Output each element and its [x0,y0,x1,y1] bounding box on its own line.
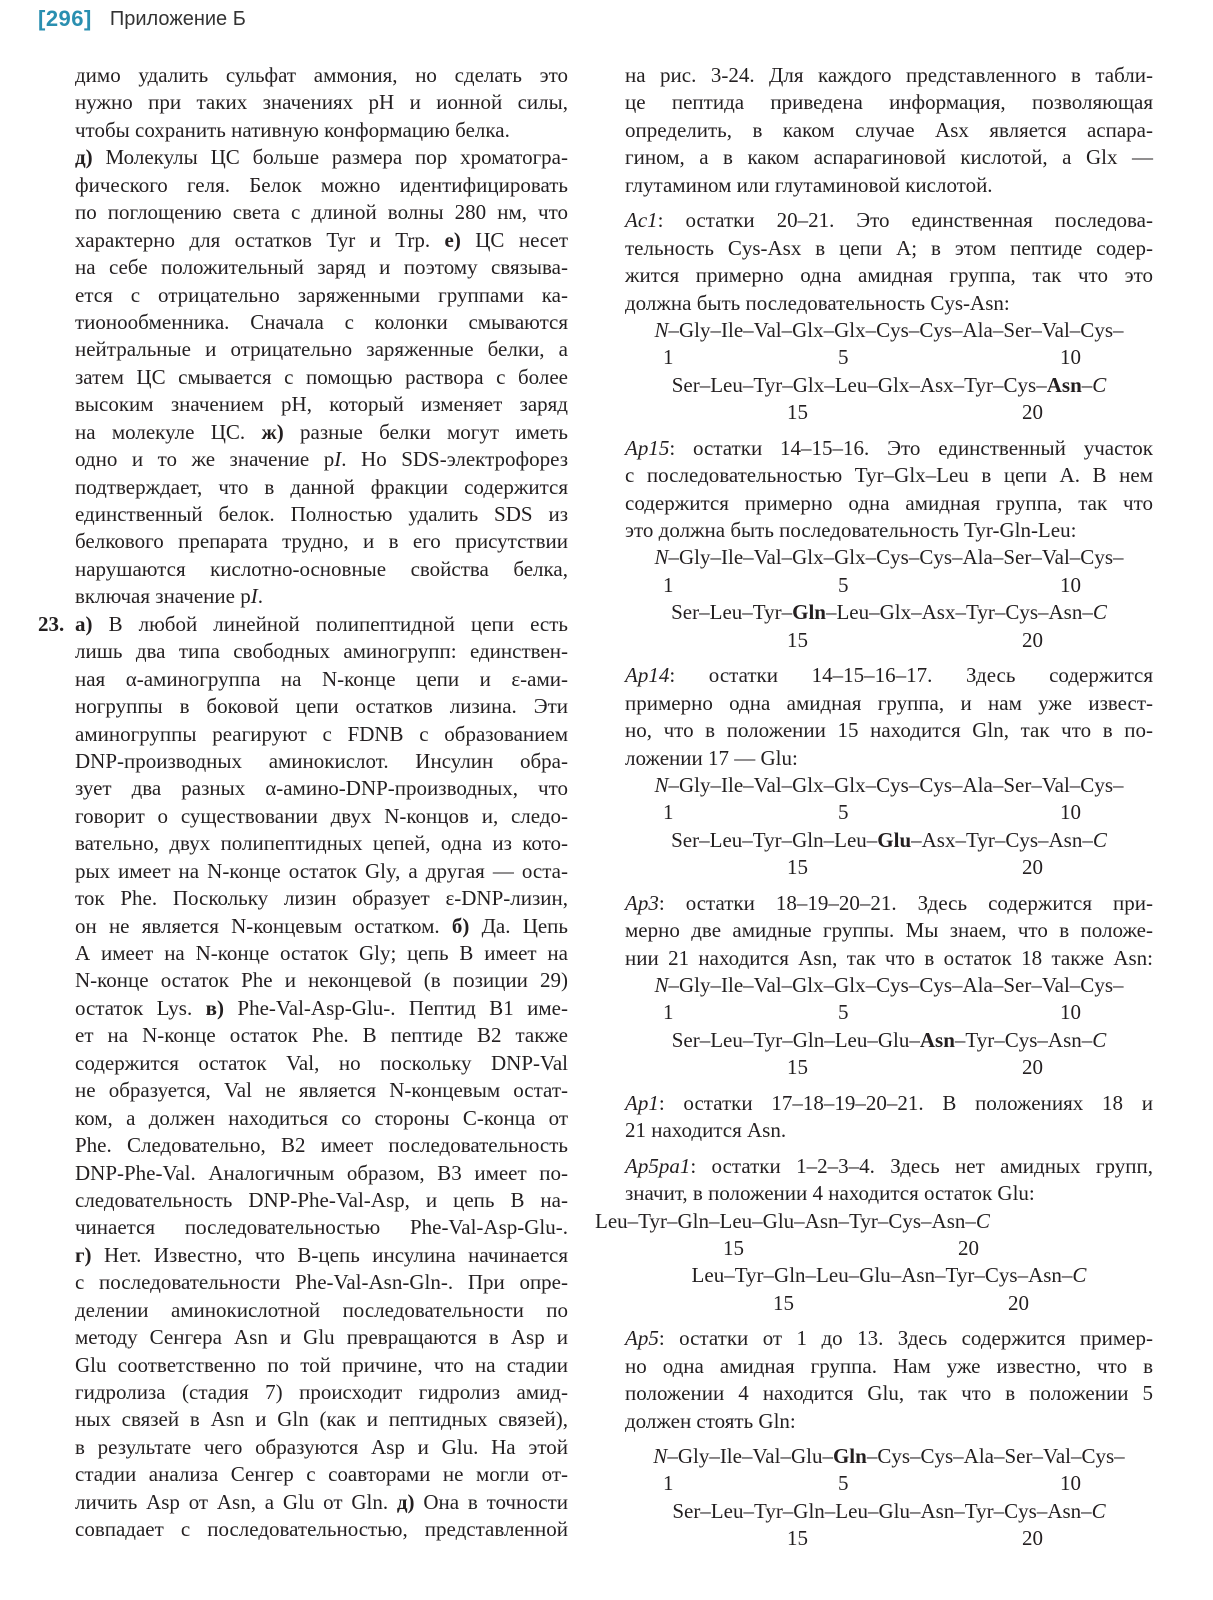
text-line: глутамином или глутаминовой кислотой. [625,172,993,197]
text-line: стадии анализа Сенгер с соавторами не могли от- [75,1462,568,1487]
text-line: 21 находится Asn. [625,1118,787,1143]
text-line: д) Молекулы ЦС больше размера пор хроматогра- [75,145,568,170]
paragraph-gap [625,882,1153,890]
residue-number: 15 [773,1290,794,1315]
text-line: нейтральные и отрицательно заряженные белки, а [75,337,568,362]
peptide-sequence: N–Gly–Ile–Val–Glu–Gln–Cys–Cys–Ala–Ser–Val–Cys– [653,1444,1125,1468]
text-line: DNP-Phe-Val. Аналогичным образом, В3 имеет по- [75,1160,568,1185]
residue-number: 1 [663,1000,674,1025]
text-line: на рис. 3-24. Для каждого представленного в табли- [625,63,1153,87]
paragraph-gap [625,427,1153,435]
text-line: ком, а должен находиться со стороны С-конца от [75,1105,568,1130]
text-line: ется с отрицательно заряженными группами ка- [75,282,568,307]
page-number: [296] [38,6,92,31]
residue-number: 1 [663,572,674,597]
peptide-sequence: N–Gly–Ile–Val–Glx–Glx–Cys–Cys–Ala–Ser–Val–Cys– [654,772,1124,797]
residue-numbers [625,627,1153,654]
residue-numbers [625,1290,1153,1317]
text-line: белкового препарата трудно, и в его присутствии [75,529,568,554]
residue-number: 15 [787,1526,808,1551]
residue-number: 20 [1022,1055,1043,1080]
text-line: Ac1: остатки 20–21. Это единственная последова- [625,208,1153,233]
residue-numbers [625,799,1153,826]
peptide-sequence: N–Gly–Ile–Val–Glx–Glx–Cys–Cys–Ala–Ser–Val–Cys– [654,317,1124,342]
residue-numbers [625,1235,1153,1262]
residue-number: 10 [1060,800,1081,825]
residue-numbers [625,572,1153,599]
text-line: 23. а) В любой линейной полипептидной цепи есть [75,611,568,638]
text-line: методу Сенгера Asn и Glu превращаются в Asp и [75,1325,568,1350]
text-line: нарушаются кислотно-основные свойства белка, [75,556,568,581]
text-line: содержится примерно одна амидная группа, так что [625,490,1153,515]
residue-number: 10 [1060,1471,1081,1496]
text-line: Ap14: остатки 14–15–16–17. Здесь содержится [625,663,1153,688]
text-line: ет на N-конце остаток Phe. В пептиде В2 также [75,1023,568,1048]
text-line: тионообменника. Сначала с колонки смываются [75,309,568,334]
peptide-sequence: Leu–Tyr–Gln–Leu–Glu–Asn–Tyr–Cys–Asn–C [691,1263,1087,1288]
text-line: зует два разных α-амино-DNP-производных, что [75,776,568,801]
text-line: следовательность DNP-Phe-Val-Asp, и цепь В на- [75,1187,568,1212]
text-line: характерно для остатков Tyr и Trp. е) ЦС несет [75,227,568,252]
text-line: гином, а в каком аспарагиновой кислотой, а Glx — [625,145,1153,170]
peptide-sequence: Ser–Leu–Tyr–Glx–Leu–Glx–Asx–Tyr–Cys–Asn–C [671,372,1107,397]
text-line: Glu соответственно по той причине, что на стадии [75,1352,568,1377]
residue-number: 10 [1060,1000,1081,1025]
text-line: должна быть последовательность Cys-Asn: [625,290,1010,315]
text-line: примерно одна амидная группа, и нам уже извест- [625,690,1153,715]
paragraph-gap [625,1435,1153,1443]
text-line: он не является N-концевым остатком. б) Да. Цепь [75,913,568,938]
text-line: Ap15: остатки 14–15–16. Это единственный участок [625,435,1153,460]
residue-number: 20 [1022,855,1043,880]
peptide-sequence: Ser–Leu–Tyr–Gln–Leu–Glu–Asn–Tyr–Cys–Asn–C [671,1027,1107,1052]
text-line: жится примерно одна амидная группа, так что это [625,263,1153,288]
running-header [38,4,246,34]
text-line: вательно, двух полипептидных цепей, одна из кото- [75,831,568,856]
text-line: в результате чего образуются Asp и Glu. На этой [75,1434,568,1459]
text-line: высоким значением pH, который изменяет заряд [75,392,568,417]
residue-number: 1 [663,345,674,370]
residue-number: 5 [838,1471,849,1496]
text-line: чтобы сохранить нативную конформацию белка. [75,117,510,142]
text-line: аминогруппы реагируют с FDNB с образованием [75,721,568,746]
residue-numbers [625,1525,1153,1552]
text-line: Ap3: остатки 18–19–20–21. Здесь содержится при- [625,890,1153,915]
right-column [595,62,1153,1553]
residue-number: 15 [787,400,808,425]
text-line: единственный белок. Полностью удалить SDS из [75,502,568,526]
text-line: содержится остаток Val, но поскольку DNP-Val [75,1050,568,1075]
peptide-sequence: Ser–Leu–Tyr–Gln–Leu–Glu–Asx–Tyr–Cys–Asn–C [671,827,1107,852]
peptide-sequence: Leu–Tyr–Gln–Leu–Glu–Asn–Tyr–Cys–Asn–C [595,1208,990,1233]
residue-number: 20 [1022,627,1043,652]
residue-number: 1 [663,800,674,825]
residue-number: 15 [723,1235,744,1260]
residue-numbers [625,399,1153,426]
text-line: затем ЦС смывается с помощью раствора с более [75,364,568,389]
question-number: 23. [38,611,65,636]
residue-number: 5 [838,1000,849,1025]
text-line: г) Нет. Известно, что В-цепь инсулина начинается [75,1242,568,1267]
text-line: включая значение pI. [75,584,263,609]
peptide-sequence: Ser–Leu–Tyr–Gln–Leu–Glu–Asn–Tyr–Cys–Asn–C [672,1498,1106,1523]
text-line: значит, в положении 4 находится остаток Glu: [625,1181,1035,1206]
text-line: подтверждает, что в данной фракции содержится [75,474,568,499]
residue-number: 1 [663,1471,674,1496]
text-line: димо удалить сульфат аммония, но сделать это [75,63,568,87]
text-line: фического геля. Белок можно идентифицировать [75,172,568,197]
paragraph-gap [625,1082,1153,1090]
text-line: нужно при таких значениях pH и ионной силы, [75,90,568,115]
residue-numbers [625,344,1153,371]
text-line: остаток Lys. в) Phe-Val-Asp-Glu-. Пептид В1 име- [75,995,568,1020]
text-line: говорит о существовании двух N-концов и, следо- [75,803,568,828]
text-line: ток Phe. Поскольку лизин образует ε-DNP-лизин, [75,886,568,911]
text-line: Phe. Следовательно, В2 имеет последовательность [75,1133,568,1158]
paragraph-gap [625,1317,1153,1325]
text-line: но одна амидная группа. Нам уже известно, что в [625,1353,1153,1378]
text-line: рых имеет на N-конце остаток Gly, а другая — оста- [75,858,568,883]
text-line: с последовательностью Tyr–Glx–Leu в цепи А. В нем [625,463,1153,488]
text-line: це пептида приведена информация, позволяющая [625,90,1153,115]
residue-number: 20 [1022,1526,1043,1551]
peptide-sequence: N–Gly–Ile–Val–Glx–Glx–Cys–Cys–Ala–Ser–Val–Cys– [654,973,1124,997]
paragraph-gap [625,199,1153,207]
text-line: нии 21 находится Asn, так что в остаток 18 также Asn: [625,945,1153,970]
residue-number: 20 [958,1235,979,1260]
text-line: определить, в каком случае Asx является аспара- [625,117,1153,142]
text-line: лишь два типа свободных аминогрупп: единствен- [75,639,568,664]
text-line: но, что в положении 15 находится Gln, так что в по- [625,718,1153,743]
residue-number: 10 [1060,572,1081,597]
text-line: гидролиза (стадия 7) происходит гидролиз амид- [75,1380,568,1404]
text-line: ных связей в Asn и Gln (как и пептидных связей), [75,1407,568,1432]
residue-number: 20 [1008,1290,1029,1315]
peptide-sequence: Ser–Leu–Tyr–Gln–Leu–Glx–Asx–Tyr–Cys–Asn–C [671,600,1107,625]
residue-number: 5 [838,572,849,597]
text-line: тельность Cys-Asx в цепи А; в этом пептиде содер- [625,235,1153,260]
text-line: должен стоять Gln: [625,1408,796,1433]
residue-numbers [625,854,1153,881]
text-line: на молекуле ЦС. ж) разные белки могут иметь [75,419,568,444]
text-line: DNP-производных аминокислот. Инсулин обра- [75,748,568,773]
left-column [38,62,568,1544]
text-line: совпадает с последовательностью, представленной [75,1517,568,1542]
text-line: делении аминокислотной последовательности по [75,1297,568,1322]
text-line: ложении 17 — Glu: [625,745,798,770]
residue-number: 5 [838,345,849,370]
text-line: одно и то же значение pI. Но SDS-электрофорез [75,447,568,472]
text-line: это должна быть последовательность Tyr-Gln-Leu: [625,518,1077,542]
text-line: личить Asp от Asn, а Glu от Gln. д) Она в точности [75,1489,568,1514]
text-line: по поглощению света с длиной волны 280 нм, что [75,200,568,225]
residue-numbers [625,1054,1153,1081]
text-line: Ap5pa1: остатки 1–2–3–4. Здесь нет амидных групп, [625,1153,1153,1178]
residue-number: 15 [787,1055,808,1080]
residue-number: 10 [1060,345,1081,370]
text-line: А имеет на N-конце остаток Gly; цепь В имеет на [75,941,568,965]
residue-number: 20 [1022,400,1043,425]
text-line: на себе положительный заряд и поэтому связыва- [75,255,568,280]
text-line: положении 4 находится Glu, так что в положении 5 [625,1381,1153,1406]
text-line: Ap5: остатки от 1 до 13. Здесь содержится пример- [625,1326,1153,1351]
residue-number: 15 [787,855,808,880]
text-line: N-конце остаток Phe и неконцевой (в позиции 29) [75,968,568,993]
residue-number: 15 [787,627,808,652]
paragraph-gap [625,1145,1153,1153]
text-line: мерно две амидные группы. Мы знаем, что в положе- [625,918,1153,943]
residue-numbers [625,1470,1153,1497]
running-title: Приложение Б [109,7,246,30]
residue-number: 5 [838,800,849,825]
text-line: ногруппы в боковой цепи остатков лизина. Эти [75,694,568,719]
peptide-sequence: N–Gly–Ile–Val–Glx–Glx–Cys–Cys–Ala–Ser–Val–Cys– [654,545,1124,570]
text-line: не образуется, Val не является N-концевым остат- [75,1078,568,1103]
paragraph-gap [625,654,1153,662]
text-line: чинается последовательностью Phe-Val-Asp-Glu-. [75,1215,568,1240]
text-line: Ap1: остатки 17–18–19–20–21. В положениях 18 и [625,1090,1153,1115]
residue-numbers [625,999,1153,1026]
text-line: ная α-аминогруппа на N-конце цепи и ε-ами- [75,666,568,691]
text-line: с последовательности Phe-Val-Asn-Gln-. При опре- [75,1270,568,1295]
